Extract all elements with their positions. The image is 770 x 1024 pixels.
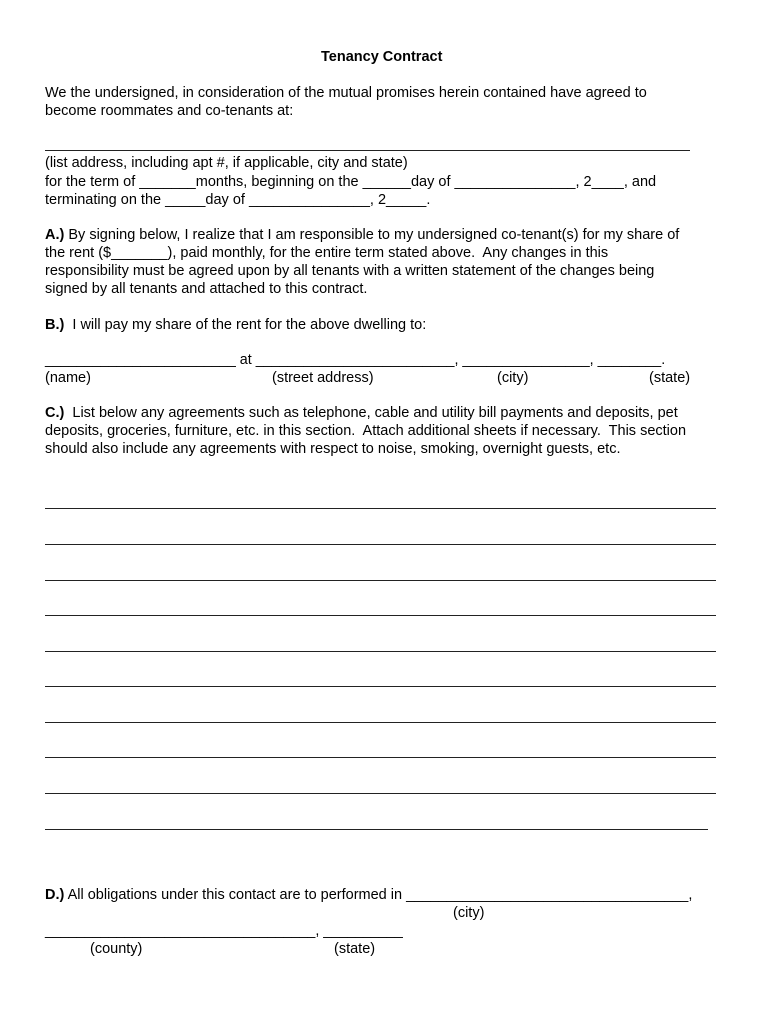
section-a-line-3: responsibility must be agreed upon by all tenants with a written statement of the changes being [45,263,655,279]
intro-line-1: We the undersigned, in consideration of the mutual promises herein contained have agreed to [45,85,647,101]
agreement-line[interactable] [45,722,716,723]
section-c-text-1: List below any agreements such as telephone, cable and utility bill payments and deposits, pet [64,405,678,421]
section-a-line-2: the rent ($_______), paid monthly, for the entire term stated above. Any changes in this [45,245,609,261]
document-title: Tenancy Contract [321,49,443,65]
section-a-line-4: signed by all tenants and attached to this contract. [45,281,368,297]
section-c-line-2: deposits, groceries, furniture, etc. in this section. Attach additional sheets if necessary. This section [45,423,687,439]
terminating-line: terminating on the _____day of _______________, 2_____. [45,192,431,208]
section-d-line-1 [45,886,692,904]
caption-name: (name) [45,370,91,386]
section-b-line-1 [45,316,426,334]
agreement-line[interactable] [45,580,716,581]
section-a-label: A.) [45,227,65,243]
caption-d-city: (city) [453,905,485,921]
agreement-line[interactable] [45,544,716,545]
caption-county: (county) [90,941,143,957]
section-a-text-1: By signing below, I realize that I am responsible to my undersigned co-tenant(s) for my share of [64,227,680,243]
section-d-text-1: All obligations under this contact are to performed in ___________________________________, [64,887,693,903]
section-b-label: B.) [45,317,65,333]
payee-fill-line[interactable]: ________________________ at _________________________, ________________, ________. [45,352,666,368]
agreement-line[interactable] [45,686,716,687]
address-hint: (list address, including apt #, if applicable, city and state) [45,155,408,171]
caption-state: (state) [649,370,691,386]
intro-line-2: become roommates and co-tenants at: [45,103,294,119]
agreement-line[interactable] [45,508,716,509]
agreement-line[interactable] [45,829,708,830]
agreement-line[interactable] [45,757,716,758]
address-fill-line[interactable] [45,150,690,151]
county-state-fill-line[interactable]: __________________________________, __________ [45,923,403,939]
caption-city: (city) [497,370,529,386]
section-b-text-1: I will pay my share of the rent for the above dwelling to: [64,317,427,333]
caption-d-state: (state) [334,941,376,957]
section-c-line-3: should also include any agreements with respect to noise, smoking, overnight guests, etc. [45,441,621,457]
agreement-line[interactable] [45,793,716,794]
section-c-label: C.) [45,405,65,421]
section-a-line-1 [45,226,679,244]
term-line: for the term of _______months, beginning on the ______day of _______________, 2____, and [45,174,657,190]
agreement-line[interactable] [45,615,716,616]
section-d-label: D.) [45,887,65,903]
section-c-line-1 [45,404,678,422]
agreement-line[interactable] [45,651,716,652]
caption-street-address: (street address) [272,370,374,386]
